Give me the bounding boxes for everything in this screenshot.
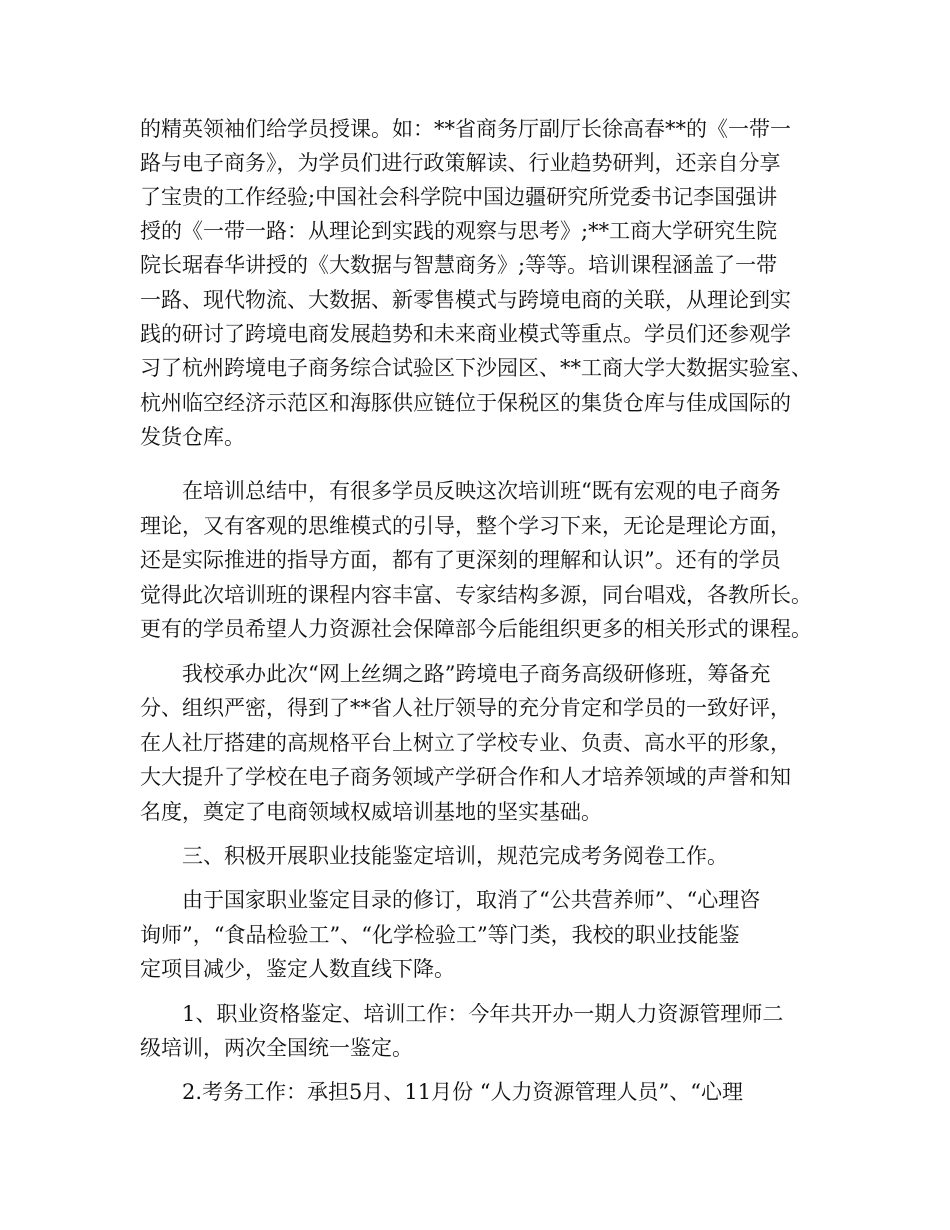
text-line: 2.考务工作：承担5月、11月份 “人力资源管理人员”、“心理	[182, 1080, 743, 1104]
text-line: 在培训总结中，有很多学员反映这次培训班“既有宏观的电子商务	[182, 479, 781, 503]
text-line: 觉得此次培训班的课程内容丰富、专家结构多源，同台唱戏，各教所长。	[140, 583, 812, 607]
text-line: 定项目减少，鉴定人数直线下降。	[140, 957, 455, 981]
text-line: 发货仓库。	[140, 425, 245, 449]
text-line: 杭州临空经济示范区和海豚供应链位于保税区的集货仓库与佳成国际的	[140, 391, 791, 415]
text-line: 更有的学员希望人力资源社会保障部今后能组织更多的相关形式的课程。	[140, 617, 812, 641]
text-line: 还是实际推进的指导方面，都有了更深刻的理解和认识”。还有的学员	[140, 548, 781, 572]
text-line: 习了杭州跨境电子商务综合试验区下沙园区、**工商大学大数据实验室、	[140, 356, 812, 380]
text-line: 一路、现代物流、大数据、新零售模式与跨境电商的关联，从理论到实	[140, 288, 791, 312]
text-line: 由于国家职业鉴定目录的修订，取消了“公共营养师”、“心理咨	[182, 888, 761, 912]
text-line: 院长琚春华讲授的《大数据与智慧商务》;等等。培训课程涵盖了一带	[140, 253, 778, 277]
text-line: 我校承办此次“网上丝绸之路”跨境电子商务高级研修班，筹备充	[182, 662, 771, 686]
text-line: 1、职业资格鉴定、培训工作：今年共开办一期人力资源管理师二	[182, 1002, 784, 1026]
text-line: 级培训，两次全国统一鉴定。	[140, 1036, 413, 1060]
text-line: 大大提升了学校在电子商务领域产学研合作和人才培养领域的声誉和知	[140, 765, 791, 789]
text-line: 授的《一带一路：从理论到实践的观察与思考》;**工商大学研究生院	[140, 219, 778, 243]
text-line: 在人社厅搭建的高规格平台上树立了学校专业、负责、高水平的形象，	[140, 731, 791, 755]
section-heading: 三、积极开展职业技能鉴定培训，规范完成考务阅卷工作。	[182, 844, 728, 868]
text-line: 理论，又有客观的思维模式的引导，整个学习下来，无论是理论方面，	[140, 514, 791, 538]
text-line: 践的研讨了跨境电商发展趋势和未来商业模式等重点。学员们还参观学	[140, 322, 791, 346]
text-line: 询师”，“食品检验工”、“化学检验工”等门类，我校的职业技能鉴	[140, 923, 740, 947]
text-line: 了宝贵的工作经验;中国社会科学院中国边疆研究所党委书记李国强讲	[140, 185, 778, 209]
text-line: 分、组织严密，得到了**省人社厅领导的充分肯定和学员的一致好评，	[140, 696, 791, 720]
text-line: 路与电子商务》，为学员们进行政策解读、行业趋势研判，还亲自分享	[140, 151, 781, 175]
text-line: 名度，奠定了电商领域权威培训基地的坚实基础。	[140, 800, 602, 824]
text-line: 的精英领袖们给学员授课。如：**省商务厅副厅长徐高春**的《一带一	[140, 117, 791, 141]
